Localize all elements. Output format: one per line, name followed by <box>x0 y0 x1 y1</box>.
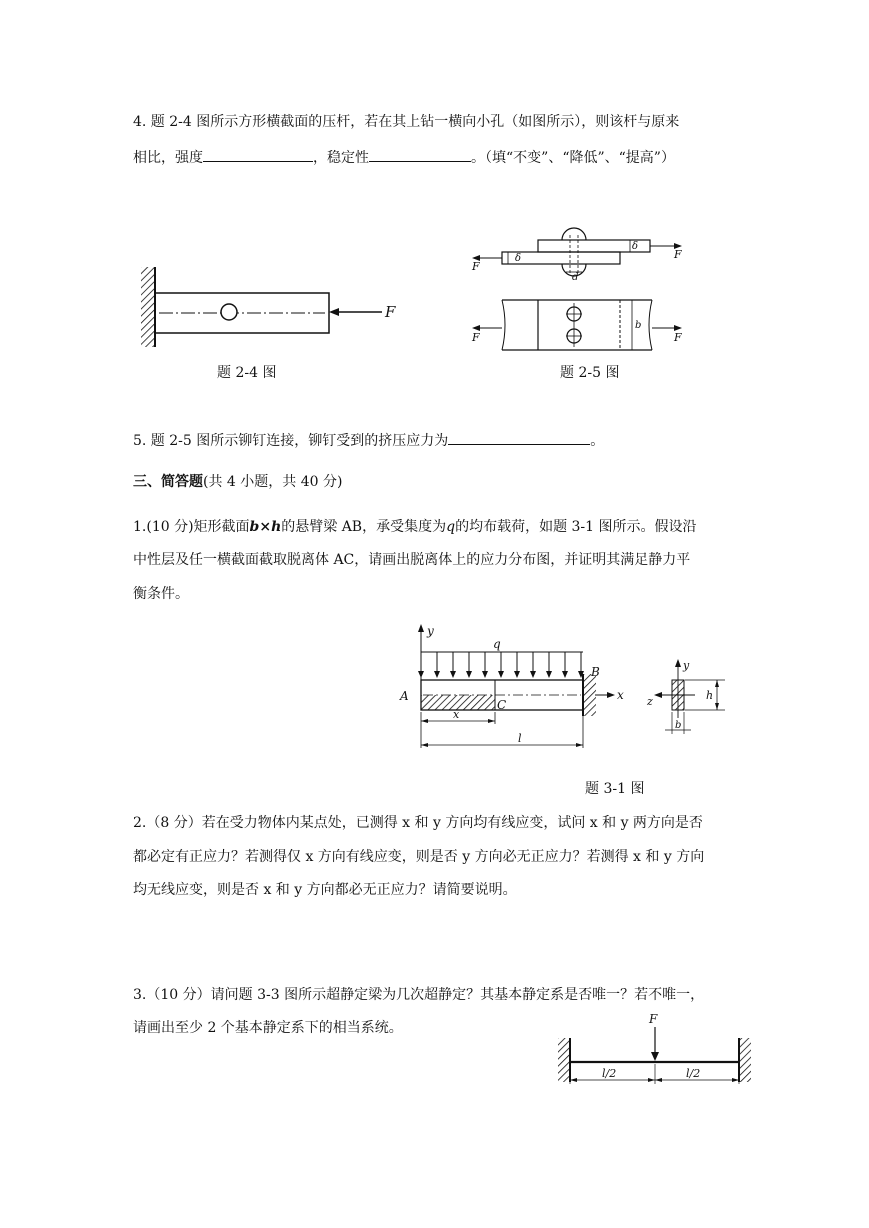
fig25-f-bottom-right: F <box>674 331 682 344</box>
force-label-f: F <box>385 303 396 321</box>
fig31-sec-y: y <box>683 659 690 672</box>
fig25-f-bottom-left: F <box>472 331 480 344</box>
fig33-l2-left: l/2 <box>602 1067 617 1080</box>
q4-text-options: 。（填“不变”、“降低”、“提高”） <box>471 150 675 166</box>
fig25-f-top-left: F <box>472 260 480 273</box>
fig31-x-axis: x <box>617 688 624 702</box>
fig-3-1-caption: 题 3-1 图 <box>585 781 645 797</box>
s1-line2: 中性层及任一横截面截取脱离体 AC，请画出脱离体上的应力分布图，并证明其满足静力平 <box>133 552 691 568</box>
q4-text-stability: ，稳定性 <box>313 150 369 166</box>
q4-line1: 4. 题 2-4 图所示方形横截面的压杆，若在其上钻一横向小孔（如图所示），则该杆与原来 <box>133 114 680 130</box>
fig31-x-dim: x <box>453 708 460 721</box>
s1-text-b: 的悬臂梁 AB，承受集度为 <box>281 519 447 535</box>
q5-text: 5. 题 2-5 图所示铆钉连接，铆钉受到的挤压应力为 <box>133 433 449 449</box>
fig31-y: y <box>427 624 434 638</box>
section-3-note: (共 4 小题，共 40 分) <box>203 474 343 490</box>
s1-q: q <box>446 519 456 535</box>
stability-blank[interactable] <box>369 147 471 162</box>
strength-blank[interactable] <box>203 147 313 162</box>
s1-line3: 衡条件。 <box>133 586 189 602</box>
fig31-a-label: A <box>400 689 409 703</box>
s1-text-a: 1.(10 分)矩形截面 <box>133 519 250 535</box>
s2-line3: 均无线应变，则是否 x 和 y 方向都必无正应力？请简要说明。 <box>133 882 517 898</box>
fig31-sec-b: b <box>675 720 682 731</box>
q4-text-strength: 相比，强度 <box>133 150 203 166</box>
fig33-l2-right: l/2 <box>686 1067 701 1080</box>
s2-line1: 2.（8 分）若在受力物体内某点处，已测得 x 和 y 方向均有线应变，试问 x 和 y 两方向是否 <box>133 815 703 831</box>
fig31-sec-z: z <box>647 695 653 708</box>
q4-line2 <box>133 147 675 168</box>
fig31-c-label: C <box>497 698 507 712</box>
q5-end: 。 <box>590 433 605 449</box>
section-3-heading <box>133 472 342 492</box>
s1-line1 <box>133 517 697 537</box>
s1-text-c: 的均布载荷，如题 3-1 图所示。假设沿 <box>455 519 697 535</box>
fig-2-4 <box>135 265 410 355</box>
fig31-sec-h: h <box>706 689 714 702</box>
fig25-d: d <box>572 272 579 283</box>
fig25-b: b <box>635 320 642 331</box>
fig31-q: q <box>493 637 501 651</box>
fig-2-5 <box>470 225 690 355</box>
q5-line <box>133 430 604 451</box>
fig31-l-dim: l <box>518 732 522 745</box>
section-3-title: 三、简答题 <box>133 474 203 490</box>
fig25-delta-right: δ <box>632 241 639 252</box>
fig-3-1 <box>395 622 735 762</box>
s3-line2: 请画出至少 2 个基本静定系下的相当系统。 <box>133 1020 403 1036</box>
transverse-hole <box>221 304 237 320</box>
fig25-delta-left: δ <box>515 253 522 264</box>
fig33-f: F <box>649 1012 658 1026</box>
bearing-stress-blank[interactable] <box>448 430 590 445</box>
fig-3-3 <box>550 1010 755 1100</box>
s3-line1: 3.（10 分）请问题 3-3 图所示超静定梁为几次超静定？其基本静定系是否唯一？若不唯一， <box>133 987 705 1003</box>
wall-hatch <box>141 267 155 347</box>
s1-bh: b×h <box>249 519 282 535</box>
fig31-b-label: B <box>591 665 600 679</box>
s2-line2: 都必定有正应力？若测得仅 x 方向有线应变，则是否 y 方向必无正应力？若测得 x 和 y 方向 <box>133 849 705 865</box>
fig-2-5-caption: 题 2-5 图 <box>560 365 620 381</box>
fig-2-4-caption: 题 2-4 图 <box>217 365 277 381</box>
fig25-f-top-right: F <box>674 248 682 261</box>
